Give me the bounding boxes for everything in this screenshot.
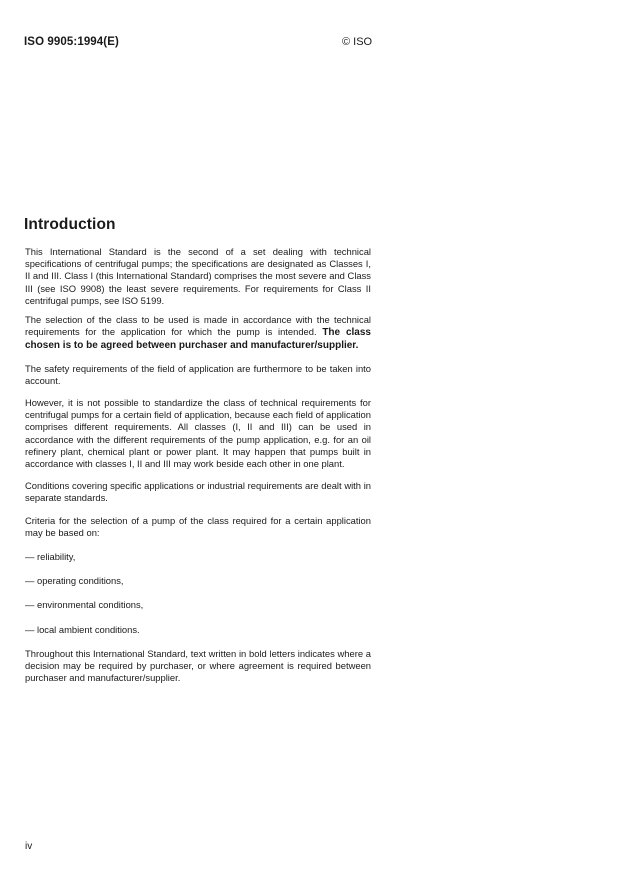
- criteria-list-item: — local ambient conditions.: [25, 623, 140, 635]
- introduction-body: [25, 246, 371, 691]
- paragraph-2: [25, 314, 371, 353]
- section-title: Introduction: [24, 216, 116, 233]
- paragraph-2-bold-requirement: The class chosen is to be agreed between purchaser and manufacturer/supplier.: [25, 327, 371, 352]
- paragraph-2-text: The selection of the class to be used is made in accordance with the technical requirements for the application for which the pump is intended.: [25, 314, 371, 338]
- criteria-list-item: — reliability,: [25, 551, 76, 563]
- paragraph-7: Throughout this International Standard, text written in bold letters indicates where a decision may be required by purchaser, or where agreement is required between purchaser and manufacturer/supplier.: [25, 647, 371, 684]
- copyright-notice: © ISO: [342, 36, 373, 48]
- page-number: iv: [25, 841, 33, 852]
- paragraph-5: Conditions covering specific applications or industrial requirements are dealt with in separate standards.: [25, 480, 371, 504]
- paragraph-4: However, it is not possible to standardize the class of technical requirements for centrifugal pumps for a certain field of application, because each field of application comprises different requirements. All classes (I, II and III) can be used in accordance with the different requirements of the pump application, e.g. for an oil refinery plant, chemical plant or power plant. It may happen that pumps built in accordance with classes I, II and III may work beside each other in one plant.: [25, 397, 371, 470]
- document-id: ISO 9905:1994(E): [24, 36, 119, 48]
- criteria-list-item: — operating conditions,: [25, 575, 124, 587]
- paragraph-1: This International Standard is the second of a set dealing with technical specifications of centrifugal pumps; the specifications are designated as Classes I, II and III. Class I (this International Standard) comprises the most severe and Class III (see ISO 9908) the least severe requirements. For requirements for Class II centrifugal pumps, see ISO 5199.: [25, 246, 371, 306]
- paragraph-6: Criteria for the selection of a pump of the class required for a certain application may be based on:: [25, 514, 371, 538]
- paragraph-3: The safety requirements of the field of application are furthermore to be taken into account.: [25, 362, 371, 386]
- criteria-list-item: — environmental conditions,: [25, 599, 144, 611]
